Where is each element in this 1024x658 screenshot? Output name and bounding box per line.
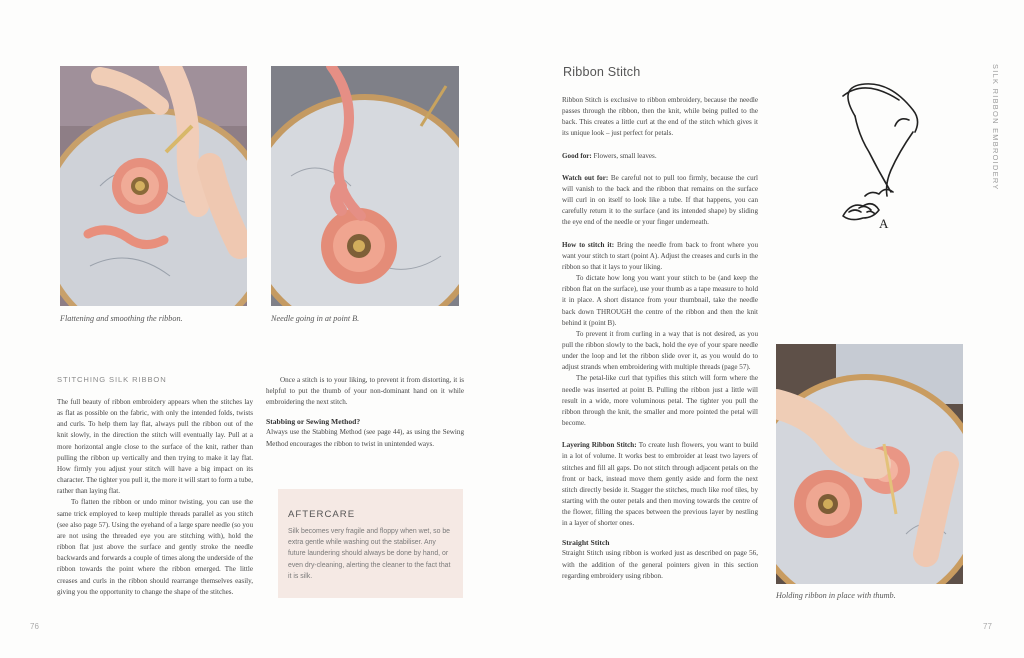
watch-out: [562, 173, 758, 229]
paragraph: To prevent it from curling in a way that is not desired, as you pull the ribbon slowly to the back, hold the eye of your spare needle under the loop and let the ribbon slide over it, as you would do to adjust strands when embroidering with multiple threads (page 57).: [562, 329, 758, 372]
folio-right: 77: [983, 622, 992, 631]
photo-holding-ribbon: [776, 344, 963, 584]
good-for: [562, 151, 758, 162]
good-for-label: Good for:: [562, 151, 592, 160]
embroidery-photo-2: [271, 66, 459, 306]
paragraph: Always use the Stabbing Method (see page 44), as using the Sewing Method encourages the ribbon to twist in unintended ways.: [266, 428, 464, 448]
ribbon-stitch-diagram: [815, 76, 927, 236]
ribbon-stitch-sketch-icon: [815, 76, 927, 236]
subheading: Straight Stitch: [562, 538, 610, 548]
section-label: STITCHING SILK RIBBON: [57, 375, 167, 384]
paragraph: Straight Stitch using ribbon is worked just as described on page 56, with the addition of the general pointers given in this section regarding embroidery using ribbon.: [562, 549, 758, 580]
running-header: SILK RIBBON EMBROIDERY: [991, 64, 1000, 191]
paragraph: Ribbon Stitch is exclusive to ribbon embroidery, because the needle passes through the ribbon, then the knit, while being pulled to the back. This creates a little curl at the end of the stitch which gives it its unique look – just perfect for petals.: [562, 96, 758, 138]
photo1-caption: Flattening and smoothing the ribbon.: [60, 314, 183, 323]
layering-text: To create lush flowers, you want to build in a lot of volume. It works best to embroider at least two layers of stitches and fill all gaps. Do not stitch through adjacent petals on the front or back, instead move them gently aside and form the next stitch directly beside it. Stagger the stitches, much like roof tiles, by starting with the outer petals and then moving towards the centre of the flower, filling the spaces between the previous layer by nestling in a layer of shorter ones.: [562, 441, 758, 528]
layering-label: Layering Ribbon Stitch:: [562, 441, 637, 450]
how-to-label: How to stitch it:: [562, 240, 615, 249]
paragraph: The full beauty of ribbon embroidery appears when the stitches lay as flat as possible on the fabric, with only the intended folds, twists and curls. To help them lay flat, always pull the ribbon out of the knit slowly, in the direction the stitch will eventually lay. Pull at a more horizontal angle close to the surface of the knit, rather than pulling the ribbon up vertically and then trying to make it lay flat. How firmly you adjust your stitch will have a big impact on its character. The tighter you pull it, the more it will start to form a tube, rather than laying flat.: [57, 398, 253, 496]
embroidery-photo-1: [60, 66, 247, 306]
how-to: [562, 240, 758, 273]
sketch-point-label: A: [879, 216, 889, 231]
left-column-1: [57, 397, 253, 598]
aftercare-text: Silk becomes very fragile and floppy when wet, so be extra gentle while washing out the stabiliser. Any future laundering should always be done by hand, or even dry-cleaning, alerting the cleaner to the fact that it is silk.: [288, 528, 451, 580]
subheading: Stabbing or Sewing Method?: [266, 417, 361, 427]
watch-out-text: Be careful not to pull too firmly, because the curl will vanish to the back and the ribbon that remains on the surface will curl in on itself to look like a tube. If that happens, you can carefully return it to the surface (and its intended shape) by sliding the eye end of the needle or your finger underneath.: [562, 173, 758, 227]
paragraph: The petal-like curl that typifies this stitch will form where the needle was inserted at point B. Pulling the ribbon just a little will result in a wide, more voluminous petal. The tighter you pull the ribbon through the knit, the smaller and more pointed the petal will become.: [562, 374, 758, 428]
how-to-text: Bring the needle from back to front where you want your stitch to start (point A). Adjust the creases and curls in the ribbon so that it lays to your liking.: [562, 240, 758, 271]
photo-flattening-ribbon: [60, 66, 247, 306]
watch-out-label: Watch out for:: [562, 173, 609, 182]
aftercare-box: [278, 489, 463, 598]
paragraph: To flatten the ribbon or undo minor twisting, you can use the same trick employed to keep multiple threads parallel as you stitch (see also page 57). Using the eyehand of a large spare needle (so you are not using the threaded eye you are stitching with), hold the ribbon flat just above the surface and gently stroke the needle backwards and forwards a couple of times along the underside of the ribbon towards the point where the ribbon emerged. The little creases and curls in the ribbon should rearrange themselves easily, giving you the opportunity to change the shape of the stitches.: [57, 498, 253, 596]
photo-needle-point-b: [271, 66, 459, 306]
photo2-caption: Needle going in at point B.: [271, 314, 360, 323]
good-for-text: Flowers, small leaves.: [593, 151, 657, 160]
paragraph: Once a stitch is to your liking, to prevent it from distorting, it is helpful to put the thumb of your non-dominant hand on it while embroidering the next stitch.: [266, 376, 464, 407]
embroidery-photo-3: [776, 344, 963, 584]
page-title: Ribbon Stitch: [563, 65, 641, 79]
left-column-2: [266, 375, 464, 450]
layering: [562, 440, 758, 529]
photo3-caption: Holding ribbon in place with thumb.: [776, 591, 896, 600]
right-column-main: [562, 95, 758, 582]
paragraph: To dictate how long you want your stitch to be (and keep the ribbon flat on the surface), use your thumb as a tape measure to hold it in place. A short distance from your thumbnail, take the needle back down THROUGH the centre of the ribbon and then the knit behind it (point B).: [562, 274, 758, 327]
aftercare-title: AFTERCARE: [288, 509, 356, 520]
folio-left: 76: [30, 622, 39, 631]
